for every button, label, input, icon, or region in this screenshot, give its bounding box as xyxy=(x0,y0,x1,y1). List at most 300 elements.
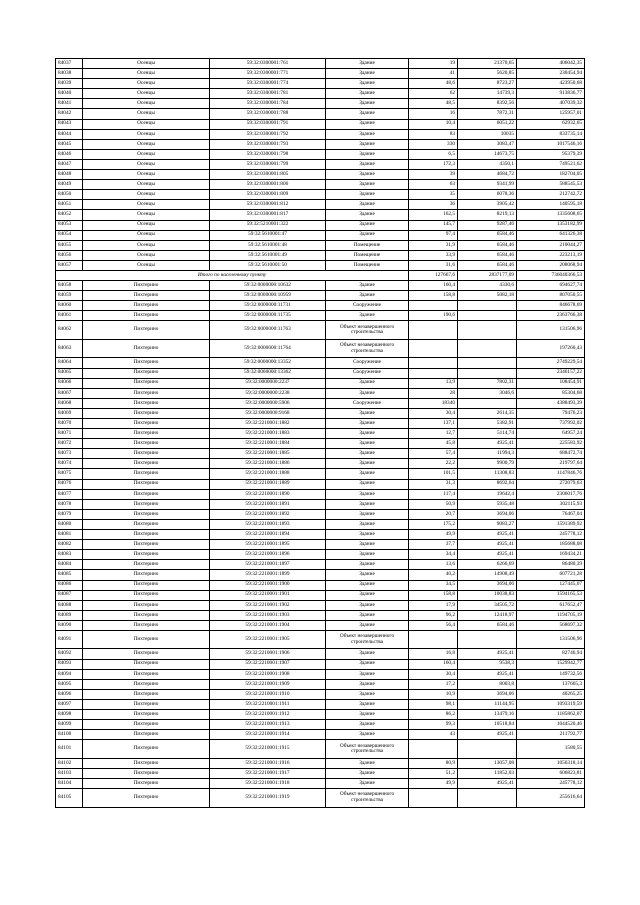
settlement-cell: Пихтерино xyxy=(83,758,210,768)
cadastral-value-cell: 230454,94 xyxy=(517,69,585,79)
row-number-cell: 84085 xyxy=(56,570,83,580)
area-cell: 172,3 xyxy=(409,159,458,169)
cadastral-number-cell: 59:32:2210001:1889 xyxy=(210,479,326,489)
cadastral-value-cell: 1335608,65 xyxy=(517,210,585,220)
row-number-cell: 84054 xyxy=(56,230,83,240)
settlement-cell: Пихтерино xyxy=(83,429,210,439)
area-cell: 158,8 xyxy=(409,291,458,301)
object-type-cell: Объект незавершенного строительства xyxy=(326,789,409,808)
row-number-cell: 84039 xyxy=(56,79,83,89)
cadastral-number-cell: 59:32:2210001:1896 xyxy=(210,550,326,560)
table-row xyxy=(56,388,585,398)
specific-value-cell xyxy=(458,368,517,378)
row-number-cell: 84056 xyxy=(56,250,83,260)
object-type-cell: Здание xyxy=(326,149,409,159)
area-cell: 98,1 xyxy=(409,699,458,709)
area-cell xyxy=(409,358,458,368)
cadastral-value-cell: 607721,28 xyxy=(517,570,585,580)
settlement-cell: Пихтерино xyxy=(83,610,210,620)
specific-value-cell: 6584,46 xyxy=(458,240,517,250)
area-cell xyxy=(409,630,458,649)
row-number-cell: 84080 xyxy=(56,519,83,529)
area-cell: 50,9 xyxy=(409,499,458,509)
specific-value-cell: 8219,13 xyxy=(458,210,517,220)
object-type-cell: Здание xyxy=(326,768,409,778)
area-cell: 20,7 xyxy=(409,509,458,519)
cadastral-number-cell: 59:32:2210001:1899 xyxy=(210,570,326,580)
settlement-cell: Осенцы xyxy=(83,99,210,109)
cadastral-value-cell: 212742,72 xyxy=(517,190,585,200)
area-cell: 37,7 xyxy=(409,540,458,550)
object-type-cell: Здание xyxy=(326,689,409,699)
cadastral-value-cell: 1147846,76 xyxy=(517,469,585,479)
cadastral-value-cell: 568697,32 xyxy=(517,620,585,630)
object-type-cell: Сооружение xyxy=(326,301,409,311)
area-cell: 36 xyxy=(409,200,458,210)
specific-value-cell: 3694,06 xyxy=(458,580,517,590)
object-type-cell: Здание xyxy=(326,99,409,109)
row-number-cell: 84055 xyxy=(56,240,83,250)
cadastral-number-cell: 59:32:2210001:1906 xyxy=(210,649,326,659)
settlement-cell: Осенцы xyxy=(83,200,210,210)
table-row xyxy=(56,419,585,429)
settlement-cell: Пихтерино xyxy=(83,358,210,368)
area-cell: 22,2 xyxy=(409,459,458,469)
row-number-cell: 84095 xyxy=(56,679,83,689)
area-cell: 160,4 xyxy=(409,281,458,291)
settlement-cell: Пихтерино xyxy=(83,339,210,358)
area-cell: 162,5 xyxy=(409,210,458,220)
area-cell: 57,4 xyxy=(409,449,458,459)
cadastral-value-cell: 64957,24 xyxy=(517,429,585,439)
table-row xyxy=(56,679,585,689)
object-type-cell: Здание xyxy=(326,408,409,418)
cadastral-value-cell: 688472,74 xyxy=(517,449,585,459)
area-cell: 175,2 xyxy=(409,519,458,529)
object-type-cell: Здание xyxy=(326,388,409,398)
settlement-cell: Осенцы xyxy=(83,190,210,200)
object-type-cell: Сооружение xyxy=(326,358,409,368)
table-row xyxy=(56,590,585,600)
cadastral-number-cell: 59:32:2210001:1915 xyxy=(210,740,326,759)
table-row xyxy=(56,499,585,509)
cadastral-number-cell: 59:32:0000000:2237 xyxy=(210,378,326,388)
table-row xyxy=(56,519,585,529)
table-row xyxy=(56,368,585,378)
row-number-cell: 84068 xyxy=(56,398,83,408)
cadastral-number-cell: 59:32:2210001:1904 xyxy=(210,620,326,630)
row-number-cell: 84044 xyxy=(56,129,83,139)
specific-value-cell: 19642,4 xyxy=(458,489,517,499)
subtotal-label: Итого по населенному пункту xyxy=(56,270,409,280)
area-cell: 39 xyxy=(409,170,458,180)
table-row xyxy=(56,378,585,388)
cadastral-value-cell: 82746,94 xyxy=(517,649,585,659)
row-number-cell: 84038 xyxy=(56,69,83,79)
settlement-cell: Пихтерино xyxy=(83,679,210,689)
settlement-cell: Пихтерино xyxy=(83,530,210,540)
row-number-cell: 84084 xyxy=(56,560,83,570)
object-type-cell: Здание xyxy=(326,560,409,570)
area-cell: 190,6 xyxy=(409,311,458,321)
object-type-cell: Сооружение xyxy=(326,398,409,408)
object-type-cell: Помещение xyxy=(326,240,409,250)
specific-value-cell: 14673,75 xyxy=(458,149,517,159)
row-number-cell: 84093 xyxy=(56,659,83,669)
object-type-cell: Здание xyxy=(326,669,409,679)
object-type-cell: Здание xyxy=(326,489,409,499)
cadastral-value-cell: 302115,93 xyxy=(517,499,585,509)
cadastral-value-cell: 95379,39 xyxy=(517,149,585,159)
row-number-cell: 84041 xyxy=(56,99,83,109)
object-type-cell: Здание xyxy=(326,659,409,669)
object-type-cell: Здание xyxy=(326,210,409,220)
settlement-cell: Пихтерино xyxy=(83,419,210,429)
row-number-cell: 84043 xyxy=(56,119,83,129)
specific-value-cell: 9287,46 xyxy=(458,220,517,230)
cadastral-number-cell: 59:32:5610001:47 xyxy=(210,230,326,240)
settlement-cell: Пихтерино xyxy=(83,281,210,291)
area-cell: 12,7 xyxy=(409,429,458,439)
cadastral-value-cell: 694627,74 xyxy=(517,281,585,291)
row-number-cell: 84086 xyxy=(56,580,83,590)
cadastral-number-cell: 59:32:2210001:1892 xyxy=(210,509,326,519)
specific-value-cell: 5935,48 xyxy=(458,499,517,509)
cadastral-value-cell: 2363766,38 xyxy=(517,311,585,321)
row-number-cell: 84096 xyxy=(56,689,83,699)
object-type-cell: Объект незавершенного строительства xyxy=(326,339,409,358)
row-number-cell: 84063 xyxy=(56,339,83,358)
cadastral-number-cell: 59:32:2210001:1895 xyxy=(210,540,326,550)
cadastral-value-cell: 185688,08 xyxy=(517,540,585,550)
specific-value-cell: 11994,3 xyxy=(458,449,517,459)
area-cell: 28 xyxy=(409,388,458,398)
row-number-cell: 84070 xyxy=(56,419,83,429)
area-cell xyxy=(409,368,458,378)
cadastral-value-cell: 737992,02 xyxy=(517,419,585,429)
area-cell: 18340 xyxy=(409,398,458,408)
table-row xyxy=(56,170,585,180)
cadastral-value-cell: 736040366,53 xyxy=(517,270,585,280)
table-row xyxy=(56,758,585,768)
settlement-cell: Осенцы xyxy=(83,260,210,270)
specific-value-cell: 10035 xyxy=(458,129,517,139)
row-number-cell: 84040 xyxy=(56,89,83,99)
specific-value-cell: 9341,99 xyxy=(458,180,517,190)
cadastral-number-cell: 59:32:2210001:1884 xyxy=(210,439,326,449)
settlement-cell: Пихтерино xyxy=(83,378,210,388)
area-cell: 83 xyxy=(409,129,458,139)
specific-value-cell: 6584,46 xyxy=(458,620,517,630)
cadastral-number-cell: 59:32:0000000:11763 xyxy=(210,321,326,340)
cadastral-number-cell: 59:32:2210001:1911 xyxy=(210,699,326,709)
cadastral-value-cell: 749521,62 xyxy=(517,159,585,169)
settlement-cell: Осенцы xyxy=(83,119,210,129)
settlement-cell: Пихтерино xyxy=(83,398,210,408)
table-row xyxy=(56,89,585,99)
area-cell xyxy=(409,301,458,311)
cadastral-value-cell: 149732,56 xyxy=(517,669,585,679)
table-row xyxy=(56,129,585,139)
cadastral-number-cell: 59:32:0300001:774 xyxy=(210,79,326,89)
cadastral-number-cell: 59:32:2210001:1907 xyxy=(210,659,326,669)
area-cell: 30,4 xyxy=(409,669,458,679)
table-row xyxy=(56,768,585,778)
area-cell: 31,3 xyxy=(409,479,458,489)
cadastral-value-cell: 245778,12 xyxy=(517,779,585,789)
table-row xyxy=(56,398,585,408)
table-row xyxy=(56,321,585,340)
object-type-cell: Здание xyxy=(326,139,409,149)
cadastral-value-cell: 225583,92 xyxy=(517,439,585,449)
cadastral-number-cell: 59:32:0300001:761 xyxy=(210,59,326,69)
object-type-cell: Здание xyxy=(326,419,409,429)
cadastral-value-cell: 85304,68 xyxy=(517,388,585,398)
cadastral-value-cell: 2749229,54 xyxy=(517,358,585,368)
specific-value-cell: 4925,41 xyxy=(458,730,517,740)
cadastral-value-cell: 86480,39 xyxy=(517,560,585,570)
settlement-cell: Осенцы xyxy=(83,139,210,149)
object-type-cell: Здание xyxy=(326,200,409,210)
cadastral-number-cell: 59:32:2210001:1917 xyxy=(210,768,326,778)
area-cell: 49,9 xyxy=(409,530,458,540)
cadastral-value-cell: 2346157,22 xyxy=(517,368,585,378)
table-row xyxy=(56,479,585,489)
specific-value-cell: 4330,6 xyxy=(458,281,517,291)
cadastral-number-cell: 59:32:2210001:1913 xyxy=(210,720,326,730)
row-number-cell: 84052 xyxy=(56,210,83,220)
cadastral-value-cell: 606823,81 xyxy=(517,768,585,778)
area-cell xyxy=(409,789,458,808)
object-type-cell: Здание xyxy=(326,190,409,200)
row-number-cell: 84082 xyxy=(56,540,83,550)
row-number-cell: 84073 xyxy=(56,449,83,459)
area-cell: 127667,6 xyxy=(409,270,458,280)
specific-value-cell xyxy=(458,740,517,759)
cadastral-number-cell: 59:32:0000000:11764 xyxy=(210,339,326,358)
settlement-cell: Пихтерино xyxy=(83,570,210,580)
settlement-cell: Пихтерино xyxy=(83,301,210,311)
object-type-cell: Здание xyxy=(326,89,409,99)
cadastral-number-cell: 59:32:0000000:13362 xyxy=(210,368,326,378)
cadastral-value-cell: 588545,53 xyxy=(517,180,585,190)
row-number-cell: 84102 xyxy=(56,758,83,768)
cadastral-number-cell: 59:32:2210001:1909 xyxy=(210,679,326,689)
cadastral-number-cell: 59:32:2210001:1908 xyxy=(210,669,326,679)
area-cell: 48,6 xyxy=(409,79,458,89)
row-number-cell: 84078 xyxy=(56,499,83,509)
object-type-cell: Здание xyxy=(326,699,409,709)
object-type-cell: Здание xyxy=(326,311,409,321)
specific-value-cell: 8392,56 xyxy=(458,99,517,109)
specific-value-cell xyxy=(458,301,517,311)
cadastral-value-cell: 617652,47 xyxy=(517,600,585,610)
cadastral-number-cell: 59:32:0000000:9168 xyxy=(210,408,326,418)
settlement-cell: Пихтерино xyxy=(83,311,210,321)
specific-value-cell: 10038,83 xyxy=(458,590,517,600)
settlement-cell: Пихтерино xyxy=(83,408,210,418)
specific-value-cell: 4350,1 xyxy=(458,159,517,169)
object-type-cell: Здание xyxy=(326,620,409,630)
object-type-cell: Здание xyxy=(326,429,409,439)
cadastral-number-cell: 59:32:0000000:11735 xyxy=(210,311,326,321)
area-cell: 19 xyxy=(409,59,458,69)
area-cell: 145,7 xyxy=(409,220,458,230)
cadastral-value-cell: 807050,55 xyxy=(517,291,585,301)
area-cell: 10,4 xyxy=(409,119,458,129)
object-type-cell: Здание xyxy=(326,530,409,540)
specific-value-cell: 9083,27 xyxy=(458,519,517,529)
object-type-cell: Здание xyxy=(326,159,409,169)
object-type-cell: Здание xyxy=(326,281,409,291)
cadastral-number-cell: 59:32:2210001:1919 xyxy=(210,789,326,808)
area-cell: 63 xyxy=(409,180,458,190)
table-row xyxy=(56,710,585,720)
specific-value-cell: 9900,79 xyxy=(458,459,517,469)
cadastral-value-cell: 272079,63 xyxy=(517,479,585,489)
table-row xyxy=(56,190,585,200)
area-cell: 16 xyxy=(409,109,458,119)
settlement-cell: Пихтерино xyxy=(83,730,210,740)
row-number-cell: 84087 xyxy=(56,590,83,600)
object-type-cell: Здание xyxy=(326,710,409,720)
area-cell: 10,9 xyxy=(409,689,458,699)
settlement-cell: Пихтерино xyxy=(83,560,210,570)
area-cell xyxy=(409,321,458,340)
cadastral-value-cell: 245778,12 xyxy=(517,530,585,540)
specific-value-cell: 6078,36 xyxy=(458,190,517,200)
table-row xyxy=(56,600,585,610)
cadastral-number-cell: 59:32:5210001:322 xyxy=(210,220,326,230)
object-type-cell: Здание xyxy=(326,170,409,180)
cadastral-number-cell: 59:32:0300001:791 xyxy=(210,119,326,129)
cadastral-value-cell: 62932,65 xyxy=(517,119,585,129)
settlement-cell: Пихтерино xyxy=(83,649,210,659)
cadastral-value-cell: 169434,21 xyxy=(517,550,585,560)
row-number-cell: 84066 xyxy=(56,378,83,388)
area-cell: 101,5 xyxy=(409,469,458,479)
area-cell: 62 xyxy=(409,89,458,99)
table-row xyxy=(56,119,585,129)
cadastral-number-cell: 59:32:0000000:5906 xyxy=(210,398,326,408)
settlement-cell: Осенцы xyxy=(83,129,210,139)
object-type-cell: Здание xyxy=(326,758,409,768)
row-number-cell: 84105 xyxy=(56,789,83,808)
settlement-cell: Пихтерино xyxy=(83,439,210,449)
object-type-cell: Здание xyxy=(326,109,409,119)
row-number-cell: 84101 xyxy=(56,740,83,759)
specific-value-cell: 4925,41 xyxy=(458,540,517,550)
cadastral-number-cell: 59:32:0300001:805 xyxy=(210,170,326,180)
settlement-cell: Пихтерино xyxy=(83,449,210,459)
table-row xyxy=(56,250,585,260)
object-type-cell: Здание xyxy=(326,230,409,240)
area-cell: 34,4 xyxy=(409,550,458,560)
area-cell: 34,5 xyxy=(409,580,458,590)
cadastral-number-cell: 59:32:2210001:1897 xyxy=(210,560,326,570)
row-number-cell: 84058 xyxy=(56,281,83,291)
cadastral-number-cell: 59:32:5610001:48 xyxy=(210,240,326,250)
row-number-cell: 84062 xyxy=(56,321,83,340)
settlement-cell: Пихтерино xyxy=(83,779,210,789)
row-number-cell: 84079 xyxy=(56,509,83,519)
cadastral-value-cell: 219797,64 xyxy=(517,459,585,469)
cadastral-number-cell: 59:32:2210001:1893 xyxy=(210,519,326,529)
specific-value-cell: 6584,46 xyxy=(458,250,517,260)
cadastral-value-cell: 1353182,99 xyxy=(517,220,585,230)
cadastral-number-cell: 59:32:2210001:1914 xyxy=(210,730,326,740)
table-row xyxy=(56,301,585,311)
area-cell: 43 xyxy=(409,730,458,740)
settlement-cell: Пихтерино xyxy=(83,321,210,340)
cadastral-number-cell: 59:32:0300001:781 xyxy=(210,89,326,99)
area-cell: 137,1 xyxy=(409,419,458,429)
settlement-cell: Пихтерино xyxy=(83,519,210,529)
cadastral-number-cell: 59:32:0300001:771 xyxy=(210,69,326,79)
row-number-cell: 84050 xyxy=(56,190,83,200)
cadastral-number-cell: 59:32:0300001:806 xyxy=(210,180,326,190)
area-cell: 49,9 xyxy=(409,779,458,789)
object-type-cell: Здание xyxy=(326,679,409,689)
area-cell: 56,4 xyxy=(409,620,458,630)
cadastral-number-cell: 59:32:2210001:1903 xyxy=(210,610,326,620)
cadastral-number-cell: 59:32:0000000:10632 xyxy=(210,281,326,291)
settlement-cell: Пихтерино xyxy=(83,489,210,499)
specific-value-cell xyxy=(458,398,517,408)
table-row xyxy=(56,740,585,759)
row-number-cell: 84081 xyxy=(56,530,83,540)
cadastral-number-cell: 59:32:0300001:784 xyxy=(210,99,326,109)
specific-value-cell: 6051,22 xyxy=(458,119,517,129)
table-row xyxy=(56,669,585,679)
area-cell: 17,2 xyxy=(409,679,458,689)
cadastral-value-cell: 108454,91 xyxy=(517,378,585,388)
cadastral-value-cell: 137665,3 xyxy=(517,679,585,689)
settlement-cell: Пихтерино xyxy=(83,669,210,679)
area-cell: 6,5 xyxy=(409,149,458,159)
cadastral-number-cell: 59:32:0000000:2238 xyxy=(210,388,326,398)
cadastral-number-cell: 59:32:0000000:11731 xyxy=(210,301,326,311)
settlement-cell: Пихтерино xyxy=(83,459,210,469)
cadastral-value-cell: 131506,96 xyxy=(517,630,585,649)
row-number-cell: 84045 xyxy=(56,139,83,149)
settlement-cell: Осенцы xyxy=(83,170,210,180)
specific-value-cell: 21370,65 xyxy=(458,59,517,69)
table-row xyxy=(56,200,585,210)
cadastral-value-cell: 2306017,76 xyxy=(517,489,585,499)
cadastral-number-cell: 59:32:2210001:1918 xyxy=(210,779,326,789)
area-cell: 51,2 xyxy=(409,768,458,778)
settlement-cell: Осенцы xyxy=(83,149,210,159)
settlement-cell: Пихтерино xyxy=(83,768,210,778)
settlement-cell: Осенцы xyxy=(83,180,210,190)
settlement-cell: Осенцы xyxy=(83,210,210,220)
settlement-cell: Пихтерино xyxy=(83,499,210,509)
specific-value-cell xyxy=(458,358,517,368)
area-cell: 117,4 xyxy=(409,489,458,499)
row-number-cell: 84065 xyxy=(56,368,83,378)
table-row xyxy=(56,459,585,469)
row-number-cell: 84077 xyxy=(56,489,83,499)
row-number-cell: 84099 xyxy=(56,720,83,730)
table-row xyxy=(56,699,585,709)
table-row xyxy=(56,99,585,109)
object-type-cell: Здание xyxy=(326,570,409,580)
object-type-cell: Здание xyxy=(326,479,409,489)
row-number-cell: 84064 xyxy=(56,358,83,368)
table-row xyxy=(56,779,585,789)
object-type-cell: Здание xyxy=(326,291,409,301)
